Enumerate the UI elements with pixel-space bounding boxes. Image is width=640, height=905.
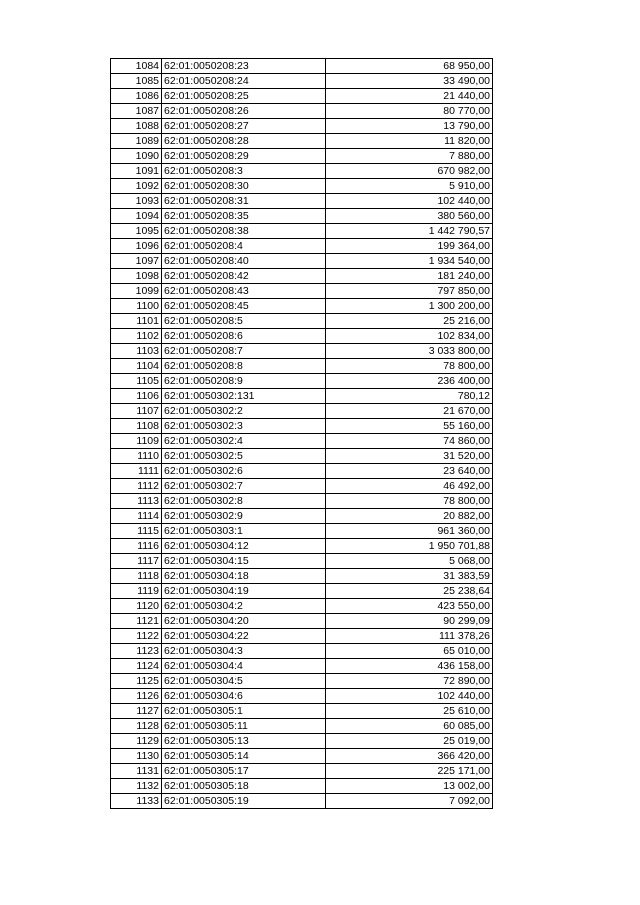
value-cell: 1 300 200,00 (326, 299, 493, 314)
table-row (111, 179, 493, 194)
row-number-cell: 1127 (111, 704, 162, 719)
table-row (111, 779, 493, 794)
cadastral-number-cell: 62:01:0050208:38 (162, 224, 326, 239)
value-cell: 72 890,00 (326, 674, 493, 689)
row-number-cell: 1087 (111, 104, 162, 119)
row-number-cell: 1100 (111, 299, 162, 314)
value-cell: 78 800,00 (326, 359, 493, 374)
cadastral-number-cell: 62:01:0050304:4 (162, 659, 326, 674)
row-number-cell: 1131 (111, 764, 162, 779)
table-row (111, 74, 493, 89)
cadastral-number-cell: 62:01:0050305:13 (162, 734, 326, 749)
table-row (111, 509, 493, 524)
value-cell: 236 400,00 (326, 374, 493, 389)
table-row (111, 704, 493, 719)
cadastral-values-table (110, 58, 493, 809)
row-number-cell: 1109 (111, 434, 162, 449)
row-number-cell: 1128 (111, 719, 162, 734)
table-row (111, 194, 493, 209)
table-row (111, 104, 493, 119)
table-row (111, 674, 493, 689)
cadastral-number-cell: 62:01:0050302:5 (162, 449, 326, 464)
row-number-cell: 1092 (111, 179, 162, 194)
row-number-cell: 1130 (111, 749, 162, 764)
value-cell: 111 378,26 (326, 629, 493, 644)
cadastral-number-cell: 62:01:0050305:14 (162, 749, 326, 764)
cadastral-number-cell: 62:01:0050302:2 (162, 404, 326, 419)
cadastral-number-cell: 62:01:0050302:8 (162, 494, 326, 509)
row-number-cell: 1103 (111, 344, 162, 359)
value-cell: 423 550,00 (326, 599, 493, 614)
row-number-cell: 1108 (111, 419, 162, 434)
table-row (111, 164, 493, 179)
table-row (111, 644, 493, 659)
table-row (111, 119, 493, 134)
table-row (111, 224, 493, 239)
cadastral-number-cell: 62:01:0050302:131 (162, 389, 326, 404)
row-number-cell: 1098 (111, 269, 162, 284)
cadastral-number-cell: 62:01:0050208:40 (162, 254, 326, 269)
row-number-cell: 1115 (111, 524, 162, 539)
table-row (111, 374, 493, 389)
cadastral-number-cell: 62:01:0050208:7 (162, 344, 326, 359)
cadastral-number-cell: 62:01:0050208:35 (162, 209, 326, 224)
cadastral-number-cell: 62:01:0050208:31 (162, 194, 326, 209)
table-row (111, 689, 493, 704)
value-cell: 90 299,09 (326, 614, 493, 629)
value-cell: 181 240,00 (326, 269, 493, 284)
table-row (111, 299, 493, 314)
value-cell: 25 019,00 (326, 734, 493, 749)
cadastral-number-cell: 62:01:0050208:25 (162, 89, 326, 104)
table-row (111, 149, 493, 164)
table-row (111, 584, 493, 599)
table-row (111, 494, 493, 509)
value-cell: 21 670,00 (326, 404, 493, 419)
value-cell: 74 860,00 (326, 434, 493, 449)
row-number-cell: 1119 (111, 584, 162, 599)
cadastral-number-cell: 62:01:0050305:17 (162, 764, 326, 779)
row-number-cell: 1129 (111, 734, 162, 749)
cadastral-number-cell: 62:01:0050208:4 (162, 239, 326, 254)
row-number-cell: 1093 (111, 194, 162, 209)
row-number-cell: 1105 (111, 374, 162, 389)
table-row (111, 389, 493, 404)
table-row (111, 239, 493, 254)
cadastral-number-cell: 62:01:0050208:8 (162, 359, 326, 374)
cadastral-number-cell: 62:01:0050304:22 (162, 629, 326, 644)
row-number-cell: 1085 (111, 74, 162, 89)
table-row (111, 764, 493, 779)
table-row (111, 554, 493, 569)
row-number-cell: 1126 (111, 689, 162, 704)
cadastral-number-cell: 62:01:0050305:1 (162, 704, 326, 719)
cadastral-number-cell: 62:01:0050304:5 (162, 674, 326, 689)
table-body (111, 59, 493, 809)
row-number-cell: 1088 (111, 119, 162, 134)
value-cell: 23 640,00 (326, 464, 493, 479)
cadastral-number-cell: 62:01:0050304:3 (162, 644, 326, 659)
table-row (111, 359, 493, 374)
table-row (111, 599, 493, 614)
row-number-cell: 1114 (111, 509, 162, 524)
cadastral-number-cell: 62:01:0050304:15 (162, 554, 326, 569)
table-row (111, 569, 493, 584)
cadastral-number-cell: 62:01:0050303:1 (162, 524, 326, 539)
table-row (111, 449, 493, 464)
value-cell: 25 216,00 (326, 314, 493, 329)
table-row (111, 749, 493, 764)
table-row (111, 629, 493, 644)
row-number-cell: 1106 (111, 389, 162, 404)
cadastral-number-cell: 62:01:0050304:20 (162, 614, 326, 629)
table-row (111, 614, 493, 629)
value-cell: 797 850,00 (326, 284, 493, 299)
row-number-cell: 1124 (111, 659, 162, 674)
value-cell: 1 442 790,57 (326, 224, 493, 239)
table-row (111, 404, 493, 419)
table-row (111, 209, 493, 224)
value-cell: 380 560,00 (326, 209, 493, 224)
cadastral-number-cell: 62:01:0050208:29 (162, 149, 326, 164)
table-row (111, 419, 493, 434)
cadastral-number-cell: 62:01:0050208:6 (162, 329, 326, 344)
value-cell: 80 770,00 (326, 104, 493, 119)
row-number-cell: 1089 (111, 134, 162, 149)
table-row (111, 59, 493, 74)
table-row (111, 89, 493, 104)
value-cell: 1 934 540,00 (326, 254, 493, 269)
table-row (111, 284, 493, 299)
row-number-cell: 1132 (111, 779, 162, 794)
cadastral-number-cell: 62:01:0050304:6 (162, 689, 326, 704)
row-number-cell: 1122 (111, 629, 162, 644)
cadastral-number-cell: 62:01:0050208:26 (162, 104, 326, 119)
value-cell: 780,12 (326, 389, 493, 404)
cadastral-number-cell: 62:01:0050304:2 (162, 599, 326, 614)
value-cell: 65 010,00 (326, 644, 493, 659)
value-cell: 7 092,00 (326, 794, 493, 809)
cadastral-number-cell: 62:01:0050208:42 (162, 269, 326, 284)
cadastral-number-cell: 62:01:0050208:5 (162, 314, 326, 329)
cadastral-number-cell: 62:01:0050304:12 (162, 539, 326, 554)
cadastral-number-cell: 62:01:0050304:19 (162, 584, 326, 599)
table-row (111, 539, 493, 554)
table-row (111, 254, 493, 269)
row-number-cell: 1084 (111, 59, 162, 74)
row-number-cell: 1117 (111, 554, 162, 569)
table-row (111, 314, 493, 329)
row-number-cell: 1107 (111, 404, 162, 419)
value-cell: 60 085,00 (326, 719, 493, 734)
cadastral-number-cell: 62:01:0050208:43 (162, 284, 326, 299)
value-cell: 31 383,59 (326, 569, 493, 584)
value-cell: 33 490,00 (326, 74, 493, 89)
value-cell: 5 910,00 (326, 179, 493, 194)
cadastral-number-cell: 62:01:0050302:6 (162, 464, 326, 479)
row-number-cell: 1118 (111, 569, 162, 584)
value-cell: 46 492,00 (326, 479, 493, 494)
value-cell: 961 360,00 (326, 524, 493, 539)
value-cell: 670 982,00 (326, 164, 493, 179)
value-cell: 225 171,00 (326, 764, 493, 779)
row-number-cell: 1116 (111, 539, 162, 554)
cadastral-number-cell: 62:01:0050302:3 (162, 419, 326, 434)
value-cell: 25 238,64 (326, 584, 493, 599)
row-number-cell: 1113 (111, 494, 162, 509)
cadastral-number-cell: 62:01:0050304:18 (162, 569, 326, 584)
row-number-cell: 1125 (111, 674, 162, 689)
row-number-cell: 1133 (111, 794, 162, 809)
value-cell: 25 610,00 (326, 704, 493, 719)
value-cell: 199 364,00 (326, 239, 493, 254)
row-number-cell: 1086 (111, 89, 162, 104)
value-cell: 31 520,00 (326, 449, 493, 464)
row-number-cell: 1094 (111, 209, 162, 224)
value-cell: 21 440,00 (326, 89, 493, 104)
row-number-cell: 1121 (111, 614, 162, 629)
cadastral-number-cell: 62:01:0050305:18 (162, 779, 326, 794)
row-number-cell: 1090 (111, 149, 162, 164)
row-number-cell: 1112 (111, 479, 162, 494)
table-row (111, 269, 493, 284)
cadastral-number-cell: 62:01:0050305:11 (162, 719, 326, 734)
row-number-cell: 1123 (111, 644, 162, 659)
row-number-cell: 1091 (111, 164, 162, 179)
table-row (111, 794, 493, 809)
cadastral-number-cell: 62:01:0050208:28 (162, 134, 326, 149)
table-row (111, 344, 493, 359)
cadastral-number-cell: 62:01:0050208:30 (162, 179, 326, 194)
value-cell: 102 440,00 (326, 194, 493, 209)
table-row (111, 464, 493, 479)
table-row (111, 479, 493, 494)
cadastral-number-cell: 62:01:0050208:45 (162, 299, 326, 314)
value-cell: 3 033 800,00 (326, 344, 493, 359)
cadastral-number-cell: 62:01:0050302:7 (162, 479, 326, 494)
cadastral-number-cell: 62:01:0050208:9 (162, 374, 326, 389)
value-cell: 7 880,00 (326, 149, 493, 164)
row-number-cell: 1097 (111, 254, 162, 269)
row-number-cell: 1104 (111, 359, 162, 374)
row-number-cell: 1099 (111, 284, 162, 299)
cadastral-number-cell: 62:01:0050302:4 (162, 434, 326, 449)
value-cell: 13 002,00 (326, 779, 493, 794)
table-row (111, 329, 493, 344)
row-number-cell: 1102 (111, 329, 162, 344)
row-number-cell: 1120 (111, 599, 162, 614)
cadastral-number-cell: 62:01:0050208:24 (162, 74, 326, 89)
value-cell: 55 160,00 (326, 419, 493, 434)
cadastral-number-cell: 62:01:0050208:3 (162, 164, 326, 179)
value-cell: 20 882,00 (326, 509, 493, 524)
table-row (111, 134, 493, 149)
table-row (111, 524, 493, 539)
row-number-cell: 1101 (111, 314, 162, 329)
cadastral-number-cell: 62:01:0050305:19 (162, 794, 326, 809)
table-row (111, 734, 493, 749)
value-cell: 68 950,00 (326, 59, 493, 74)
table-row (111, 719, 493, 734)
cadastral-number-cell: 62:01:0050208:27 (162, 119, 326, 134)
row-number-cell: 1110 (111, 449, 162, 464)
value-cell: 1 950 701,88 (326, 539, 493, 554)
cadastral-number-cell: 62:01:0050302:9 (162, 509, 326, 524)
value-cell: 366 420,00 (326, 749, 493, 764)
value-cell: 78 800,00 (326, 494, 493, 509)
value-cell: 436 158,00 (326, 659, 493, 674)
value-cell: 5 068,00 (326, 554, 493, 569)
row-number-cell: 1095 (111, 224, 162, 239)
row-number-cell: 1096 (111, 239, 162, 254)
table-row (111, 659, 493, 674)
value-cell: 11 820,00 (326, 134, 493, 149)
table-row (111, 434, 493, 449)
value-cell: 102 440,00 (326, 689, 493, 704)
row-number-cell: 1111 (111, 464, 162, 479)
cadastral-number-cell: 62:01:0050208:23 (162, 59, 326, 74)
value-cell: 13 790,00 (326, 119, 493, 134)
value-cell: 102 834,00 (326, 329, 493, 344)
